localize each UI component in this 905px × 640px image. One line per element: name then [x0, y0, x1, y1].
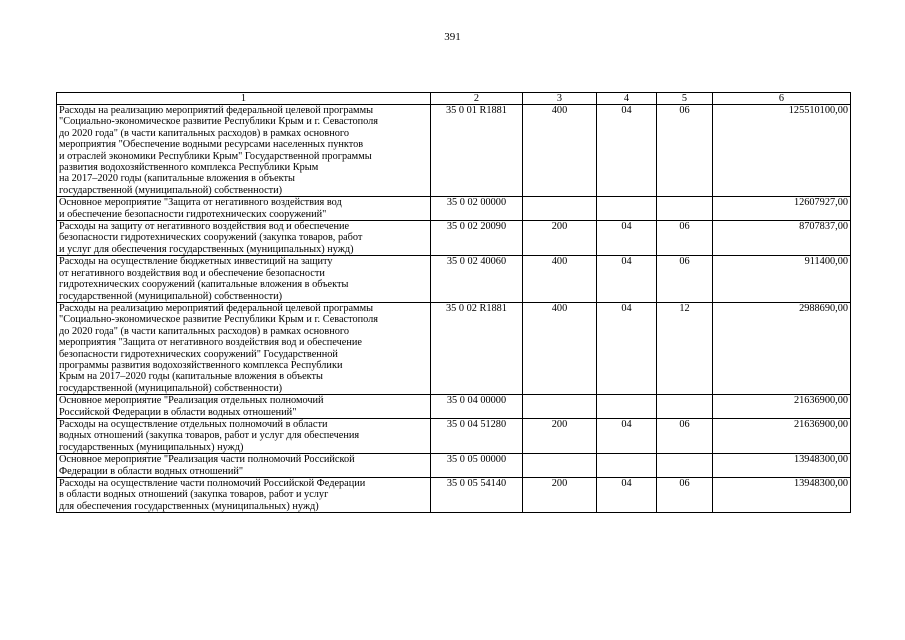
- target-article-code: 35 0 01 R1881: [431, 105, 523, 197]
- table-row: [57, 395, 851, 419]
- section-code: 04: [597, 221, 657, 256]
- section-code: [597, 197, 657, 221]
- budget-table: [56, 92, 851, 513]
- expense-type-code: 200: [523, 418, 597, 453]
- subsection-code: 06: [657, 418, 713, 453]
- expense-name: Расходы на защиту от негативного воздействия вод и обеспечение безопасности гидротехнических сооружений (закупка товаров, работ и услуг для обеспечения государственных (муниципальных) нужд): [57, 221, 431, 256]
- subsection-code: 06: [657, 256, 713, 303]
- subsection-code: [657, 454, 713, 478]
- expense-type-code: 200: [523, 478, 597, 513]
- section-code: [597, 454, 657, 478]
- expense-type-code: [523, 395, 597, 419]
- section-code: 04: [597, 105, 657, 197]
- subsection-code: 06: [657, 105, 713, 197]
- table-row: [57, 197, 851, 221]
- expense-type-code: 400: [523, 105, 597, 197]
- subsection-code: 06: [657, 478, 713, 513]
- section-code: 04: [597, 478, 657, 513]
- expense-name: Расходы на осуществление бюджетных инвестиций на защиту от негативного воздействия вод и обеспечение безопасности гидротехнических сооружений (капитальные вложения в объекты государственной (муниципальной) собственности): [57, 256, 431, 303]
- column-header: 5: [657, 93, 713, 105]
- table-row: [57, 454, 851, 478]
- target-article-code: 35 0 02 20090: [431, 221, 523, 256]
- expense-name: Основное мероприятие "Реализация части полномочий Российской Федерации в области водных отношений": [57, 454, 431, 478]
- expense-type-code: 400: [523, 302, 597, 394]
- amount: 21636900,00: [713, 395, 851, 419]
- target-article-code: 35 0 04 00000: [431, 395, 523, 419]
- expense-name: Расходы на реализацию мероприятий федеральной целевой программы "Социально-экономическое развитие Республики Крым и г. Севастополя до 2020 года" (в части капитальных расходов) в рамках основного мероприятия "Обеспечение водными ресурсами населенных пунктов и отраслей экономики Республики Крым" Государственной программы развития водохозяйственного комплекса Республики Крым на 2017–2020 годы (капитальные вложения в объекты государственной (муниципальной) собственности): [57, 105, 431, 197]
- page-number: 391: [444, 31, 461, 43]
- subsection-code: 06: [657, 221, 713, 256]
- subsection-code: [657, 395, 713, 419]
- amount: 13948300,00: [713, 478, 851, 513]
- target-article-code: 35 0 02 40060: [431, 256, 523, 303]
- target-article-code: 35 0 04 51280: [431, 418, 523, 453]
- amount: 8707837,00: [713, 221, 851, 256]
- section-code: 04: [597, 256, 657, 303]
- target-article-code: 35 0 05 54140: [431, 478, 523, 513]
- section-code: 04: [597, 302, 657, 394]
- table-header-row: [57, 93, 851, 105]
- table-row: [57, 478, 851, 513]
- amount: 21636900,00: [713, 418, 851, 453]
- expense-name: Расходы на осуществление отдельных полномочий в области водных отношений (закупка товаров, работ и услуг для обеспечения государственных (муниципальных) нужд): [57, 418, 431, 453]
- expense-type-code: [523, 454, 597, 478]
- expense-type-code: 200: [523, 221, 597, 256]
- subsection-code: [657, 197, 713, 221]
- section-code: [597, 395, 657, 419]
- table-row: [57, 221, 851, 256]
- table-row: [57, 256, 851, 303]
- amount: 911400,00: [713, 256, 851, 303]
- amount: 12607927,00: [713, 197, 851, 221]
- expense-name: Основное мероприятие "Реализация отдельных полномочий Российской Федерации в области водных отношений": [57, 395, 431, 419]
- subsection-code: 12: [657, 302, 713, 394]
- expense-type-code: [523, 197, 597, 221]
- expense-name: Основное мероприятие "Защита от негативного воздействия вод и обеспечение безопасности гидротехнических сооружений": [57, 197, 431, 221]
- table-row: [57, 302, 851, 394]
- column-header: 4: [597, 93, 657, 105]
- target-article-code: 35 0 05 00000: [431, 454, 523, 478]
- expense-type-code: 400: [523, 256, 597, 303]
- amount: 2988690,00: [713, 302, 851, 394]
- expense-name: Расходы на реализацию мероприятий федеральной целевой программы "Социально-экономическое развитие Республики Крым и г. Севастополя до 2020 года" (в части капитальных расходов) в рамках основного мероприятия "Защита от негативного воздействия вод и обеспечение безопасности гидротехнических сооружений" Государственной программы развития водохозяйственного комплекса Республики Крым на 2017–2020 годы (капитальные вложения в объекты государственной (муниципальной) собственности): [57, 302, 431, 394]
- table-row: [57, 105, 851, 197]
- column-header: 2: [431, 93, 523, 105]
- expense-name: Расходы на осуществление части полномочий Российской Федерации в области водных отношений (закупка товаров, работ и услуг для обеспечения государственных (муниципальных) нужд): [57, 478, 431, 513]
- target-article-code: 35 0 02 R1881: [431, 302, 523, 394]
- target-article-code: 35 0 02 00000: [431, 197, 523, 221]
- column-header: 3: [523, 93, 597, 105]
- table-row: [57, 418, 851, 453]
- column-header: 6: [713, 93, 851, 105]
- amount: 125510100,00: [713, 105, 851, 197]
- column-header: 1: [57, 93, 431, 105]
- amount: 13948300,00: [713, 454, 851, 478]
- section-code: 04: [597, 418, 657, 453]
